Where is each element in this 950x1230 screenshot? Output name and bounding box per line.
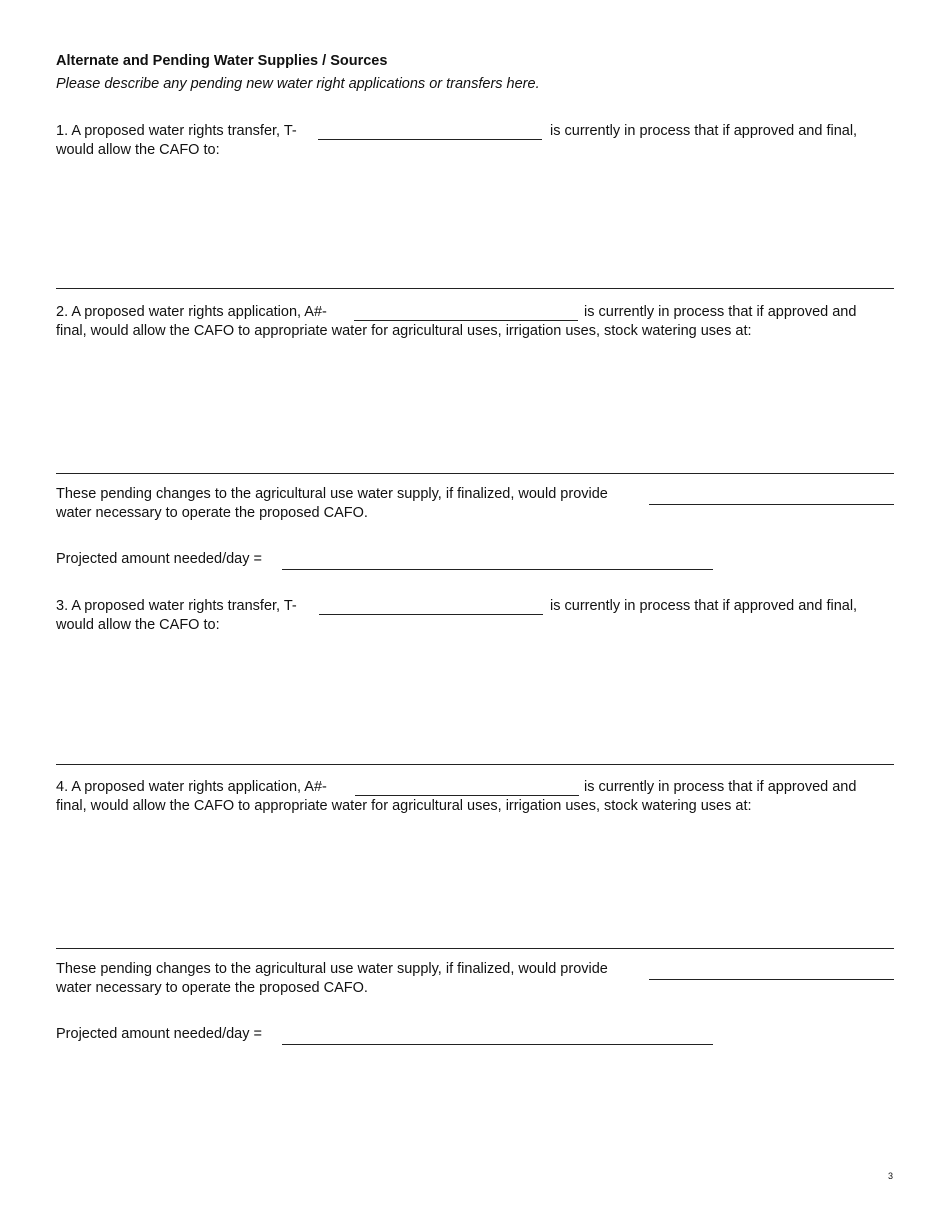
item1-suffix: is currently in process that if approved and final, bbox=[550, 123, 858, 139]
section-title: Alternate and Pending Water Supplies / Sources bbox=[56, 53, 388, 69]
item4-description-area[interactable] bbox=[56, 820, 894, 949]
section-instructions: Please describe any pending new water right applications or transfers here. bbox=[56, 76, 540, 92]
item2-suffix: is currently in process that if approved and bbox=[584, 304, 857, 320]
summary1-provide-input[interactable] bbox=[649, 486, 894, 505]
summary1-line1: These pending changes to the agricultural use water supply, if finalized, would provide bbox=[56, 486, 608, 502]
summary1-projected-amount-input[interactable] bbox=[282, 551, 713, 570]
item2-application-number-input[interactable] bbox=[354, 302, 578, 321]
item4-application-number-input[interactable] bbox=[355, 777, 579, 796]
item1-transfer-number-input[interactable] bbox=[318, 121, 542, 140]
item3-transfer-number-input[interactable] bbox=[319, 596, 543, 615]
summary2-line2: water necessary to operate the proposed CAFO. bbox=[56, 980, 368, 996]
page-number: 3 bbox=[888, 1171, 894, 1181]
summary1-line2: water necessary to operate the proposed CAFO. bbox=[56, 505, 368, 521]
item1-prefix: 1. A proposed water rights transfer, T- bbox=[56, 123, 297, 139]
summary2-projected-label: Projected amount needed/day = bbox=[56, 1026, 262, 1042]
summary1-projected-label: Projected amount needed/day = bbox=[56, 551, 262, 567]
item1-description-area[interactable] bbox=[56, 164, 894, 289]
summary2-line1: These pending changes to the agricultural use water supply, if finalized, would provide bbox=[56, 961, 608, 977]
item4-suffix: is currently in process that if approved and bbox=[584, 779, 857, 795]
summary2-projected-amount-input[interactable] bbox=[282, 1026, 713, 1045]
item3-line2: would allow the CAFO to: bbox=[56, 617, 220, 633]
item2-prefix: 2. A proposed water rights application, A#- bbox=[56, 304, 327, 320]
item3-description-area[interactable] bbox=[56, 639, 894, 765]
item4-prefix: 4. A proposed water rights application, A#- bbox=[56, 779, 327, 795]
item2-description-area[interactable] bbox=[56, 345, 894, 474]
item4-line2: final, would allow the CAFO to appropriate water for agricultural uses, irrigation uses, stock watering uses at: bbox=[56, 798, 752, 814]
item3-suffix: is currently in process that if approved and final, bbox=[550, 598, 858, 614]
item1-line2: would allow the CAFO to: bbox=[56, 142, 220, 158]
item3-prefix: 3. A proposed water rights transfer, T- bbox=[56, 598, 297, 614]
summary2-provide-input[interactable] bbox=[649, 961, 894, 980]
item2-line2: final, would allow the CAFO to appropriate water for agricultural uses, irrigation uses, stock watering uses at: bbox=[56, 323, 752, 339]
